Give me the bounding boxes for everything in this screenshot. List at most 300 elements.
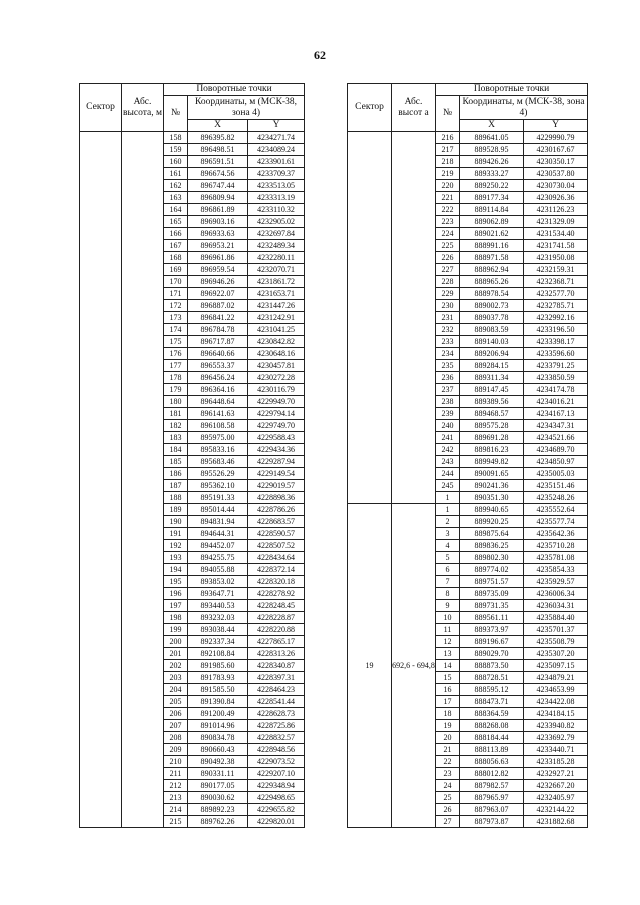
- y-coordinate-cell: 4234879.21: [524, 672, 588, 684]
- y-coordinate-cell: 4228434.64: [248, 552, 305, 564]
- point-number-cell: 16: [436, 684, 460, 696]
- x-coordinate-cell: 890492.38: [188, 756, 248, 768]
- x-coordinate-cell: 896717.87: [188, 336, 248, 348]
- x-coordinate-cell: 889029.70: [460, 648, 524, 660]
- point-number-cell: 181: [164, 408, 188, 420]
- y-coordinate-cell: 4235097.15: [524, 660, 588, 672]
- page-number: 62: [314, 48, 326, 62]
- x-coordinate-cell: 896784.78: [188, 324, 248, 336]
- header-altitude: Абс. высот а: [392, 84, 436, 132]
- point-number-cell: 176: [164, 348, 188, 360]
- point-number-cell: 183: [164, 432, 188, 444]
- x-coordinate-cell: 889528.95: [460, 144, 524, 156]
- point-number-cell: 210: [164, 756, 188, 768]
- x-coordinate-cell: 896747.44: [188, 180, 248, 192]
- point-number-cell: 178: [164, 372, 188, 384]
- y-coordinate-cell: 4234850.97: [524, 456, 588, 468]
- y-coordinate-cell: 4228278.92: [248, 588, 305, 600]
- point-number-cell: 228: [436, 276, 460, 288]
- point-number-cell: 15: [436, 672, 460, 684]
- y-coordinate-cell: 4235552.64: [524, 504, 588, 516]
- point-number-cell: 189: [164, 504, 188, 516]
- y-coordinate-cell: 4231126.23: [524, 204, 588, 216]
- y-coordinate-cell: 4231861.72: [248, 276, 305, 288]
- y-coordinate-cell: 4231041.25: [248, 324, 305, 336]
- sector-cell: [80, 132, 122, 828]
- y-coordinate-cell: 4229434.36: [248, 444, 305, 456]
- y-coordinate-cell: 4233709.37: [248, 168, 305, 180]
- y-coordinate-cell: 4234653.99: [524, 684, 588, 696]
- y-coordinate-cell: 4234521.66: [524, 432, 588, 444]
- y-coordinate-cell: 4229149.54: [248, 468, 305, 480]
- x-coordinate-cell: 894452.07: [188, 540, 248, 552]
- point-number-cell: 173: [164, 312, 188, 324]
- y-coordinate-cell: 4234174.78: [524, 384, 588, 396]
- coordinates-table-left: [79, 83, 305, 828]
- point-number-cell: 8: [436, 588, 460, 600]
- y-coordinate-cell: 4228220.88: [248, 624, 305, 636]
- y-coordinate-cell: 4235508.79: [524, 636, 588, 648]
- x-coordinate-cell: 893440.53: [188, 600, 248, 612]
- y-coordinate-cell: 4231882.68: [524, 816, 588, 828]
- point-number-cell: 197: [164, 600, 188, 612]
- x-coordinate-cell: 889641.05: [460, 132, 524, 144]
- point-number-cell: 205: [164, 696, 188, 708]
- y-coordinate-cell: 4232159.31: [524, 264, 588, 276]
- x-coordinate-cell: 889731.35: [460, 600, 524, 612]
- header-number: №: [436, 96, 460, 132]
- x-coordinate-cell: 889333.27: [460, 168, 524, 180]
- y-coordinate-cell: 4232992.16: [524, 312, 588, 324]
- y-coordinate-cell: 4233692.79: [524, 732, 588, 744]
- y-coordinate-cell: 4232577.70: [524, 288, 588, 300]
- y-coordinate-cell: 4231653.71: [248, 288, 305, 300]
- point-number-cell: 19: [436, 720, 460, 732]
- point-number-cell: 172: [164, 300, 188, 312]
- altitude-cell: [122, 132, 164, 828]
- x-coordinate-cell: 888962.94: [460, 264, 524, 276]
- y-coordinate-cell: 4231329.09: [524, 216, 588, 228]
- point-number-cell: 26: [436, 804, 460, 816]
- point-number-cell: 213: [164, 792, 188, 804]
- table-row: [80, 132, 305, 144]
- point-number-cell: 209: [164, 744, 188, 756]
- point-number-cell: 237: [436, 384, 460, 396]
- y-coordinate-cell: 4229794.14: [248, 408, 305, 420]
- x-coordinate-cell: 889311.34: [460, 372, 524, 384]
- point-number-cell: 243: [436, 456, 460, 468]
- x-coordinate-cell: 889250.22: [460, 180, 524, 192]
- x-coordinate-cell: 890030.62: [188, 792, 248, 804]
- x-coordinate-cell: 895362.10: [188, 480, 248, 492]
- altitude-cell: [392, 132, 436, 504]
- x-coordinate-cell: 891390.84: [188, 696, 248, 708]
- point-number-cell: 233: [436, 336, 460, 348]
- point-number-cell: 165: [164, 216, 188, 228]
- x-coordinate-cell: 888978.54: [460, 288, 524, 300]
- table-row: [348, 504, 588, 516]
- point-number-cell: 22: [436, 756, 460, 768]
- x-coordinate-cell: 892337.34: [188, 636, 248, 648]
- y-coordinate-cell: 4235781.08: [524, 552, 588, 564]
- y-coordinate-cell: 4229949.70: [248, 396, 305, 408]
- point-number-cell: 206: [164, 708, 188, 720]
- x-coordinate-cell: 893038.44: [188, 624, 248, 636]
- y-coordinate-cell: 4228248.45: [248, 600, 305, 612]
- point-number-cell: 23: [436, 768, 460, 780]
- point-number-cell: 159: [164, 144, 188, 156]
- y-coordinate-cell: 4228725.86: [248, 720, 305, 732]
- point-number-cell: 1: [436, 504, 460, 516]
- point-number-cell: 1: [436, 492, 460, 504]
- table-row: [348, 132, 588, 144]
- point-number-cell: 186: [164, 468, 188, 480]
- y-coordinate-cell: 4235884.40: [524, 612, 588, 624]
- x-coordinate-cell: 896959.54: [188, 264, 248, 276]
- x-coordinate-cell: 890177.05: [188, 780, 248, 792]
- header-altitude: Абс. высота, м: [122, 84, 164, 132]
- y-coordinate-cell: 4229073.52: [248, 756, 305, 768]
- y-coordinate-cell: 4230842.82: [248, 336, 305, 348]
- x-coordinate-cell: 889083.59: [460, 324, 524, 336]
- point-number-cell: 169: [164, 264, 188, 276]
- header-turning-points: Поворотные точки: [436, 84, 588, 96]
- y-coordinate-cell: 4230457.81: [248, 360, 305, 372]
- x-coordinate-cell: 895683.46: [188, 456, 248, 468]
- point-number-cell: 227: [436, 264, 460, 276]
- x-coordinate-cell: 896553.37: [188, 360, 248, 372]
- x-coordinate-cell: 889892.23: [188, 804, 248, 816]
- y-coordinate-cell: 4234167.13: [524, 408, 588, 420]
- y-coordinate-cell: 4228320.18: [248, 576, 305, 588]
- y-coordinate-cell: 4232697.84: [248, 228, 305, 240]
- point-number-cell: 199: [164, 624, 188, 636]
- y-coordinate-cell: 4234184.15: [524, 708, 588, 720]
- point-number-cell: 7: [436, 576, 460, 588]
- x-coordinate-cell: 896841.22: [188, 312, 248, 324]
- y-coordinate-cell: 4230272.28: [248, 372, 305, 384]
- point-number-cell: 187: [164, 480, 188, 492]
- x-coordinate-cell: 887982.57: [460, 780, 524, 792]
- header-y: Y: [248, 120, 305, 132]
- x-coordinate-cell: 893232.03: [188, 612, 248, 624]
- y-coordinate-cell: 4235577.74: [524, 516, 588, 528]
- point-number-cell: 202: [164, 660, 188, 672]
- x-coordinate-cell: 893853.02: [188, 576, 248, 588]
- point-number-cell: 221: [436, 192, 460, 204]
- x-coordinate-cell: 889426.26: [460, 156, 524, 168]
- y-coordinate-cell: 4231950.08: [524, 252, 588, 264]
- point-number-cell: 215: [164, 816, 188, 828]
- y-coordinate-cell: 4228372.14: [248, 564, 305, 576]
- x-coordinate-cell: 889177.34: [460, 192, 524, 204]
- point-number-cell: 212: [164, 780, 188, 792]
- y-coordinate-cell: 4229498.65: [248, 792, 305, 804]
- point-number-cell: 235: [436, 360, 460, 372]
- x-coordinate-cell: 896887.02: [188, 300, 248, 312]
- y-coordinate-cell: 4229348.94: [248, 780, 305, 792]
- y-coordinate-cell: 4230926.36: [524, 192, 588, 204]
- x-coordinate-cell: 896961.86: [188, 252, 248, 264]
- point-number-cell: 195: [164, 576, 188, 588]
- y-coordinate-cell: 4228507.52: [248, 540, 305, 552]
- x-coordinate-cell: 890834.78: [188, 732, 248, 744]
- x-coordinate-cell: 896953.21: [188, 240, 248, 252]
- point-number-cell: 191: [164, 528, 188, 540]
- y-coordinate-cell: 4234689.70: [524, 444, 588, 456]
- y-coordinate-cell: 4230730.04: [524, 180, 588, 192]
- y-coordinate-cell: 4230350.17: [524, 156, 588, 168]
- point-number-cell: 240: [436, 420, 460, 432]
- point-number-cell: 168: [164, 252, 188, 264]
- y-coordinate-cell: 4228832.57: [248, 732, 305, 744]
- point-number-cell: 163: [164, 192, 188, 204]
- x-coordinate-cell: 888991.16: [460, 240, 524, 252]
- y-coordinate-cell: 4230648.16: [248, 348, 305, 360]
- y-coordinate-cell: 4234016.21: [524, 396, 588, 408]
- point-number-cell: 198: [164, 612, 188, 624]
- y-coordinate-cell: 4229588.43: [248, 432, 305, 444]
- x-coordinate-cell: 889920.25: [460, 516, 524, 528]
- point-number-cell: 229: [436, 288, 460, 300]
- x-coordinate-cell: 896591.51: [188, 156, 248, 168]
- y-coordinate-cell: 4234347.31: [524, 420, 588, 432]
- point-number-cell: 161: [164, 168, 188, 180]
- point-number-cell: 219: [436, 168, 460, 180]
- x-coordinate-cell: 891014.96: [188, 720, 248, 732]
- y-coordinate-cell: 4231534.40: [524, 228, 588, 240]
- x-coordinate-cell: 890241.36: [460, 480, 524, 492]
- x-coordinate-cell: 896364.16: [188, 384, 248, 396]
- y-coordinate-cell: 4228590.57: [248, 528, 305, 540]
- y-coordinate-cell: 4229655.82: [248, 804, 305, 816]
- y-coordinate-cell: 4233196.50: [524, 324, 588, 336]
- point-number-cell: 182: [164, 420, 188, 432]
- point-number-cell: 196: [164, 588, 188, 600]
- x-coordinate-cell: 896946.26: [188, 276, 248, 288]
- x-coordinate-cell: 889735.09: [460, 588, 524, 600]
- x-coordinate-cell: 891783.93: [188, 672, 248, 684]
- point-number-cell: 185: [164, 456, 188, 468]
- y-coordinate-cell: 4229990.79: [524, 132, 588, 144]
- y-coordinate-cell: 4236006.34: [524, 588, 588, 600]
- point-number-cell: 12: [436, 636, 460, 648]
- point-number-cell: 179: [164, 384, 188, 396]
- point-number-cell: 200: [164, 636, 188, 648]
- y-coordinate-cell: 4233440.71: [524, 744, 588, 756]
- point-number-cell: 3: [436, 528, 460, 540]
- point-number-cell: 220: [436, 180, 460, 192]
- point-number-cell: 193: [164, 552, 188, 564]
- header-x: X: [188, 120, 248, 132]
- point-number-cell: 231: [436, 312, 460, 324]
- point-number-cell: 192: [164, 540, 188, 552]
- point-number-cell: 245: [436, 480, 460, 492]
- y-coordinate-cell: 4228683.57: [248, 516, 305, 528]
- y-coordinate-cell: 4230116.79: [248, 384, 305, 396]
- x-coordinate-cell: 888364.59: [460, 708, 524, 720]
- point-number-cell: 234: [436, 348, 460, 360]
- y-coordinate-cell: 4230167.67: [524, 144, 588, 156]
- x-coordinate-cell: 888595.12: [460, 684, 524, 696]
- x-coordinate-cell: 892108.84: [188, 648, 248, 660]
- x-coordinate-cell: 896640.66: [188, 348, 248, 360]
- point-number-cell: 201: [164, 648, 188, 660]
- y-coordinate-cell: 4236034.31: [524, 600, 588, 612]
- x-coordinate-cell: 896933.63: [188, 228, 248, 240]
- point-number-cell: 162: [164, 180, 188, 192]
- x-coordinate-cell: 889147.45: [460, 384, 524, 396]
- y-coordinate-cell: 4228541.44: [248, 696, 305, 708]
- y-coordinate-cell: 4232405.97: [524, 792, 588, 804]
- y-coordinate-cell: 4233313.19: [248, 192, 305, 204]
- y-coordinate-cell: 4228313.26: [248, 648, 305, 660]
- x-coordinate-cell: 896108.58: [188, 420, 248, 432]
- point-number-cell: 230: [436, 300, 460, 312]
- y-coordinate-cell: 4233940.82: [524, 720, 588, 732]
- x-coordinate-cell: 889762.26: [188, 816, 248, 828]
- coordinates-table-right: [347, 83, 588, 828]
- y-coordinate-cell: 4228340.87: [248, 660, 305, 672]
- point-number-cell: 164: [164, 204, 188, 216]
- x-coordinate-cell: 895191.33: [188, 492, 248, 504]
- x-coordinate-cell: 889836.25: [460, 540, 524, 552]
- x-coordinate-cell: 888268.08: [460, 720, 524, 732]
- y-coordinate-cell: 4233791.25: [524, 360, 588, 372]
- x-coordinate-cell: 895833.16: [188, 444, 248, 456]
- point-number-cell: 214: [164, 804, 188, 816]
- x-coordinate-cell: 890660.43: [188, 744, 248, 756]
- y-coordinate-cell: 4232070.71: [248, 264, 305, 276]
- point-number-cell: 2: [436, 516, 460, 528]
- header-coordinates: Координаты, м (МСК-38, зона 4): [460, 96, 588, 120]
- y-coordinate-cell: 4234422.08: [524, 696, 588, 708]
- point-number-cell: 177: [164, 360, 188, 372]
- point-number-cell: 20: [436, 732, 460, 744]
- y-coordinate-cell: 4227865.17: [248, 636, 305, 648]
- y-coordinate-cell: 4235307.20: [524, 648, 588, 660]
- y-coordinate-cell: 4232144.22: [524, 804, 588, 816]
- point-number-cell: 171: [164, 288, 188, 300]
- x-coordinate-cell: 888965.26: [460, 276, 524, 288]
- y-coordinate-cell: 4232368.71: [524, 276, 588, 288]
- x-coordinate-cell: 887973.87: [460, 816, 524, 828]
- point-number-cell: 160: [164, 156, 188, 168]
- y-coordinate-cell: 4233850.59: [524, 372, 588, 384]
- point-number-cell: 217: [436, 144, 460, 156]
- sector-cell: [348, 132, 392, 504]
- point-number-cell: 25: [436, 792, 460, 804]
- x-coordinate-cell: 889389.56: [460, 396, 524, 408]
- y-coordinate-cell: 4235248.26: [524, 492, 588, 504]
- point-number-cell: 14: [436, 660, 460, 672]
- x-coordinate-cell: 888012.82: [460, 768, 524, 780]
- x-coordinate-cell: 896395.82: [188, 132, 248, 144]
- x-coordinate-cell: 889575.28: [460, 420, 524, 432]
- point-number-cell: 238: [436, 396, 460, 408]
- y-coordinate-cell: 4232905.02: [248, 216, 305, 228]
- x-coordinate-cell: 888873.50: [460, 660, 524, 672]
- x-coordinate-cell: 894255.75: [188, 552, 248, 564]
- y-coordinate-cell: 4235929.57: [524, 576, 588, 588]
- x-coordinate-cell: 888971.58: [460, 252, 524, 264]
- point-number-cell: 188: [164, 492, 188, 504]
- x-coordinate-cell: 896861.89: [188, 204, 248, 216]
- x-coordinate-cell: 889751.57: [460, 576, 524, 588]
- point-number-cell: 226: [436, 252, 460, 264]
- y-coordinate-cell: 4228948.56: [248, 744, 305, 756]
- point-number-cell: 203: [164, 672, 188, 684]
- y-coordinate-cell: 4232927.21: [524, 768, 588, 780]
- point-number-cell: 244: [436, 468, 460, 480]
- y-coordinate-cell: 4228628.73: [248, 708, 305, 720]
- point-number-cell: 208: [164, 732, 188, 744]
- x-coordinate-cell: 889196.67: [460, 636, 524, 648]
- y-coordinate-cell: 4234089.24: [248, 144, 305, 156]
- y-coordinate-cell: 4235854.33: [524, 564, 588, 576]
- y-coordinate-cell: 4228786.26: [248, 504, 305, 516]
- x-coordinate-cell: 896922.07: [188, 288, 248, 300]
- x-coordinate-cell: 887965.97: [460, 792, 524, 804]
- x-coordinate-cell: 889561.11: [460, 612, 524, 624]
- x-coordinate-cell: 896498.51: [188, 144, 248, 156]
- y-coordinate-cell: 4229019.57: [248, 480, 305, 492]
- x-coordinate-cell: 889940.65: [460, 504, 524, 516]
- point-number-cell: 21: [436, 744, 460, 756]
- point-number-cell: 239: [436, 408, 460, 420]
- x-coordinate-cell: 889037.78: [460, 312, 524, 324]
- header-sector: Сектор: [80, 84, 122, 132]
- x-coordinate-cell: 889816.23: [460, 444, 524, 456]
- point-number-cell: 5: [436, 552, 460, 564]
- x-coordinate-cell: 889774.02: [460, 564, 524, 576]
- x-coordinate-cell: 893647.71: [188, 588, 248, 600]
- x-coordinate-cell: 894831.94: [188, 516, 248, 528]
- x-coordinate-cell: 894055.88: [188, 564, 248, 576]
- y-coordinate-cell: 4229749.70: [248, 420, 305, 432]
- x-coordinate-cell: 895975.00: [188, 432, 248, 444]
- point-number-cell: 236: [436, 372, 460, 384]
- x-coordinate-cell: 895526.29: [188, 468, 248, 480]
- x-coordinate-cell: 889062.89: [460, 216, 524, 228]
- x-coordinate-cell: 895014.44: [188, 504, 248, 516]
- x-coordinate-cell: 888184.44: [460, 732, 524, 744]
- point-number-cell: 174: [164, 324, 188, 336]
- point-number-cell: 17: [436, 696, 460, 708]
- x-coordinate-cell: 889802.30: [460, 552, 524, 564]
- point-number-cell: 190: [164, 516, 188, 528]
- y-coordinate-cell: 4228228.87: [248, 612, 305, 624]
- y-coordinate-cell: 4233596.60: [524, 348, 588, 360]
- point-number-cell: 194: [164, 564, 188, 576]
- y-coordinate-cell: 4235710.28: [524, 540, 588, 552]
- x-coordinate-cell: 896141.63: [188, 408, 248, 420]
- header-sector: Сектор: [348, 84, 392, 132]
- point-number-cell: 18: [436, 708, 460, 720]
- x-coordinate-cell: 894644.31: [188, 528, 248, 540]
- x-coordinate-cell: 888056.63: [460, 756, 524, 768]
- point-number-cell: 216: [436, 132, 460, 144]
- x-coordinate-cell: 887963.07: [460, 804, 524, 816]
- y-coordinate-cell: 4232489.34: [248, 240, 305, 252]
- x-coordinate-cell: 889373.97: [460, 624, 524, 636]
- point-number-cell: 170: [164, 276, 188, 288]
- x-coordinate-cell: 889021.62: [460, 228, 524, 240]
- point-number-cell: 225: [436, 240, 460, 252]
- header-y: Y: [524, 120, 588, 132]
- x-coordinate-cell: 890091.65: [460, 468, 524, 480]
- y-coordinate-cell: 4234271.74: [248, 132, 305, 144]
